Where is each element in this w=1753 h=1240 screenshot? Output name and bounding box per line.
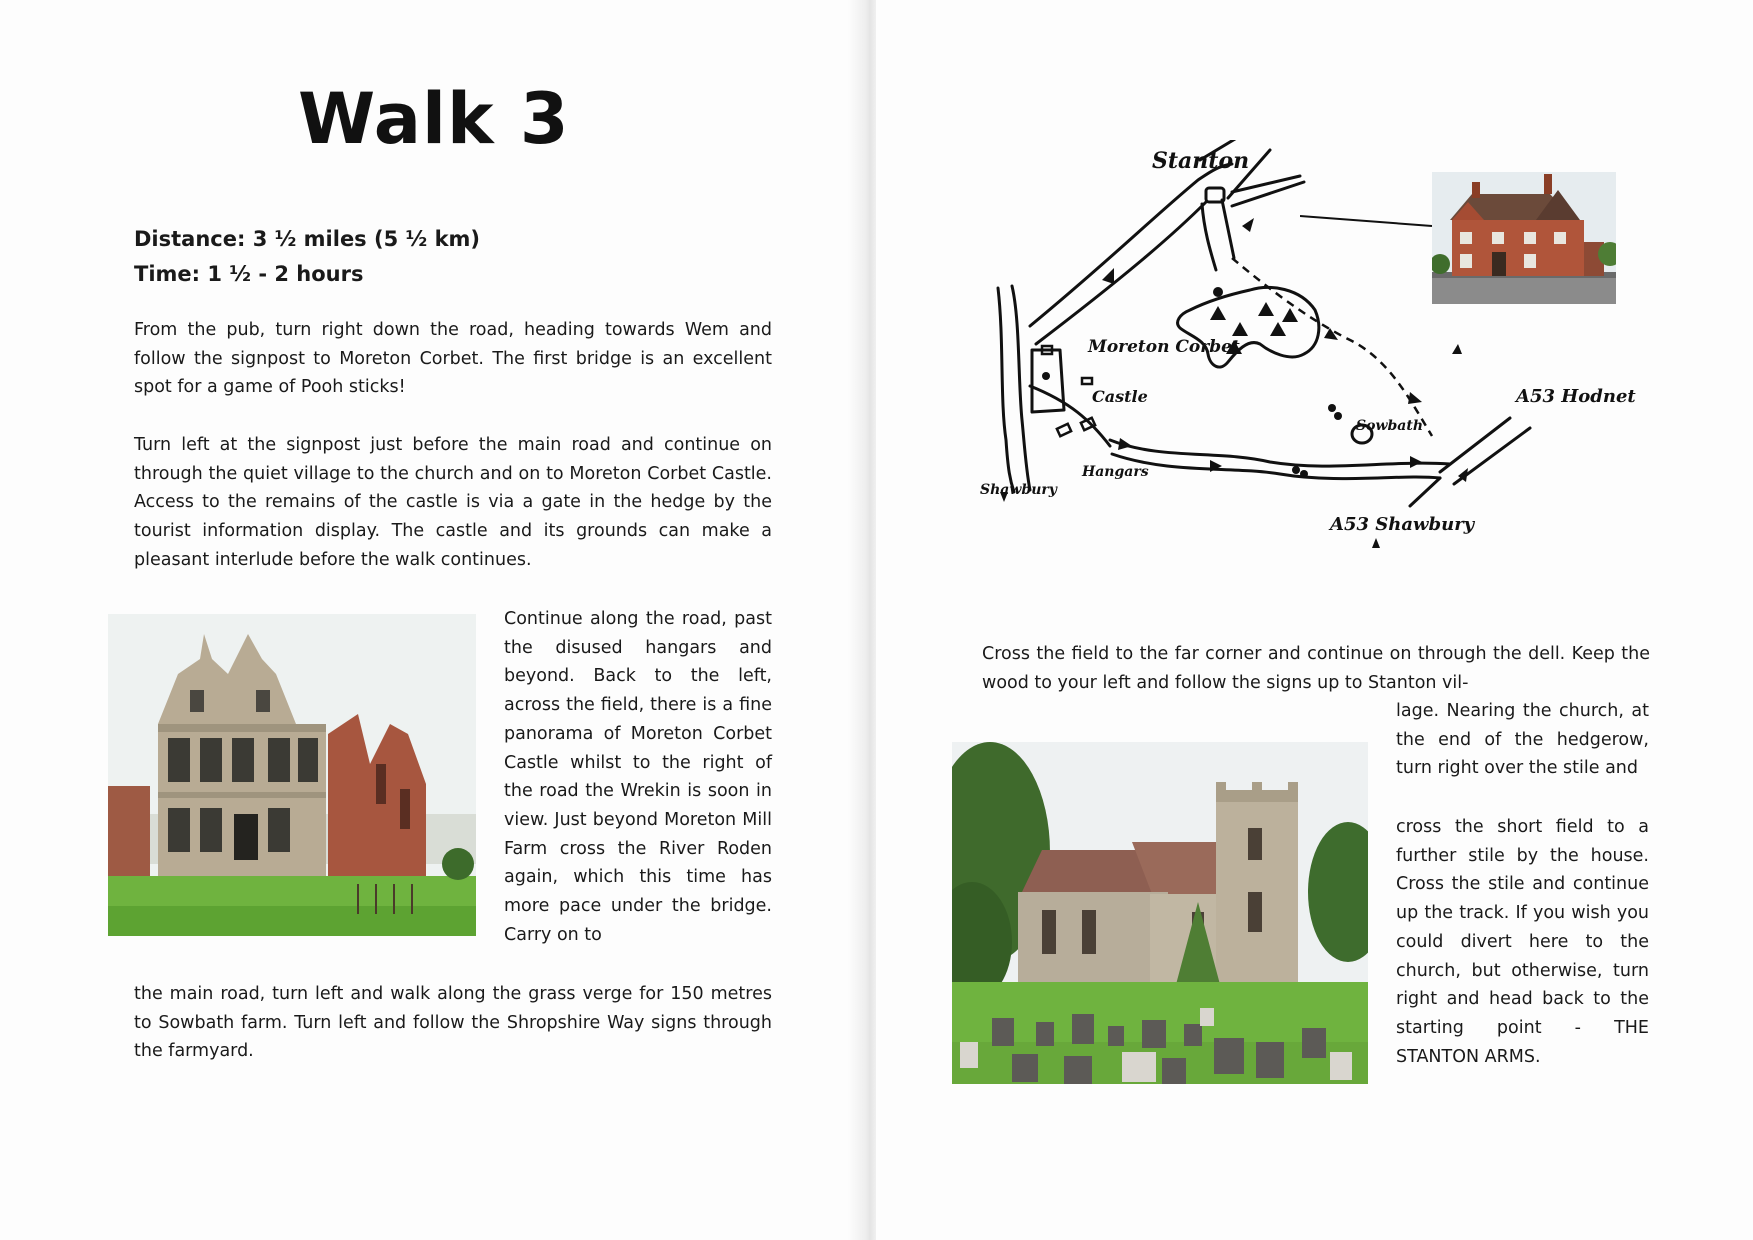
paragraph-hangars [504, 605, 772, 949]
paragraph-return-text: cross the short field to a further stile by the house. Cross the stile and continue up the track. If you wish you could divert here to the church, but otherwise, turn right and head back to the starting point - THE STANTON ARMS. [1396, 817, 1649, 1067]
pub-pointer-line [1300, 196, 1440, 230]
paragraph-field [982, 640, 1650, 697]
paragraph-hangars-text: Continue along the road, past the disused hangars and beyond. Back to the left, across the field, there is a fine panorama of Moreton Corbet Castle whilst to the right of the road the Wrekin is soon in view. Just beyond Moreton Mill Farm cross the River Roden again, which this time has more pace under the bridge. Carry on to [504, 609, 772, 945]
paragraph-intro-text: From the pub, turn right down the road, heading towards Wem and follow the signpost to Moreton Corbet. The first bridge is an excellent spot for a game of Pooh sticks! [134, 320, 772, 398]
paragraph-village [134, 431, 772, 575]
paragraph-village-text: Turn left at the signpost just before the main road and continue on through the quiet village to the church and on to Moreton Corbet Castle. Access to the remains of the castle is via a gate in the hedge by the tourist information display. The castle and its grounds can make a pleasant interlude before the walk continues. [134, 435, 772, 570]
page-title: Walk 3 [298, 78, 570, 160]
paragraph-intro [134, 316, 772, 402]
paragraph-lane-text: lage. Nearing the church, at the end of the hedgerow, turn right over the stile and [1396, 701, 1649, 779]
castle-photo [108, 614, 476, 936]
distance-line: Distance: 3 ½ miles (5 ½ km) [134, 227, 481, 251]
map-label-a53-hodnet: A53 Hodnet [1516, 386, 1636, 407]
pub-photo [1432, 172, 1616, 304]
left-page [0, 0, 862, 1240]
paragraph-field-text: Cross the field to the far corner and continue on through the dell. Keep the wood to your left and follow the signs up to Stanton vil- [982, 644, 1650, 693]
time-line: Time: 1 ½ - 2 hours [134, 262, 364, 286]
paragraph-main-road-text: the main road, turn left and walk along the grass verge for 150 metres to Sowbath farm. Turn left and follow the Shropshire Way signs through the farmyard. [134, 984, 772, 1062]
map-label-hangars: Hangars [1082, 464, 1149, 480]
paragraph-main-road [134, 980, 772, 1066]
map-label-a53-shawbury: A53 Shawbury [1330, 514, 1475, 535]
map-label-moreton-corbet: Moreton Corbet [1088, 337, 1240, 357]
paragraph-return [1396, 813, 1649, 1071]
map-label-shawbury-left: Shawbury [980, 482, 1057, 498]
church-photo [952, 742, 1368, 1084]
map-label-sowbath: Sowbath [1356, 418, 1424, 434]
map-label-stanton: Stanton [1152, 148, 1250, 174]
walk-summary [134, 222, 480, 292]
map-label-castle: Castle [1092, 387, 1148, 406]
paragraph-lane [1396, 697, 1649, 783]
